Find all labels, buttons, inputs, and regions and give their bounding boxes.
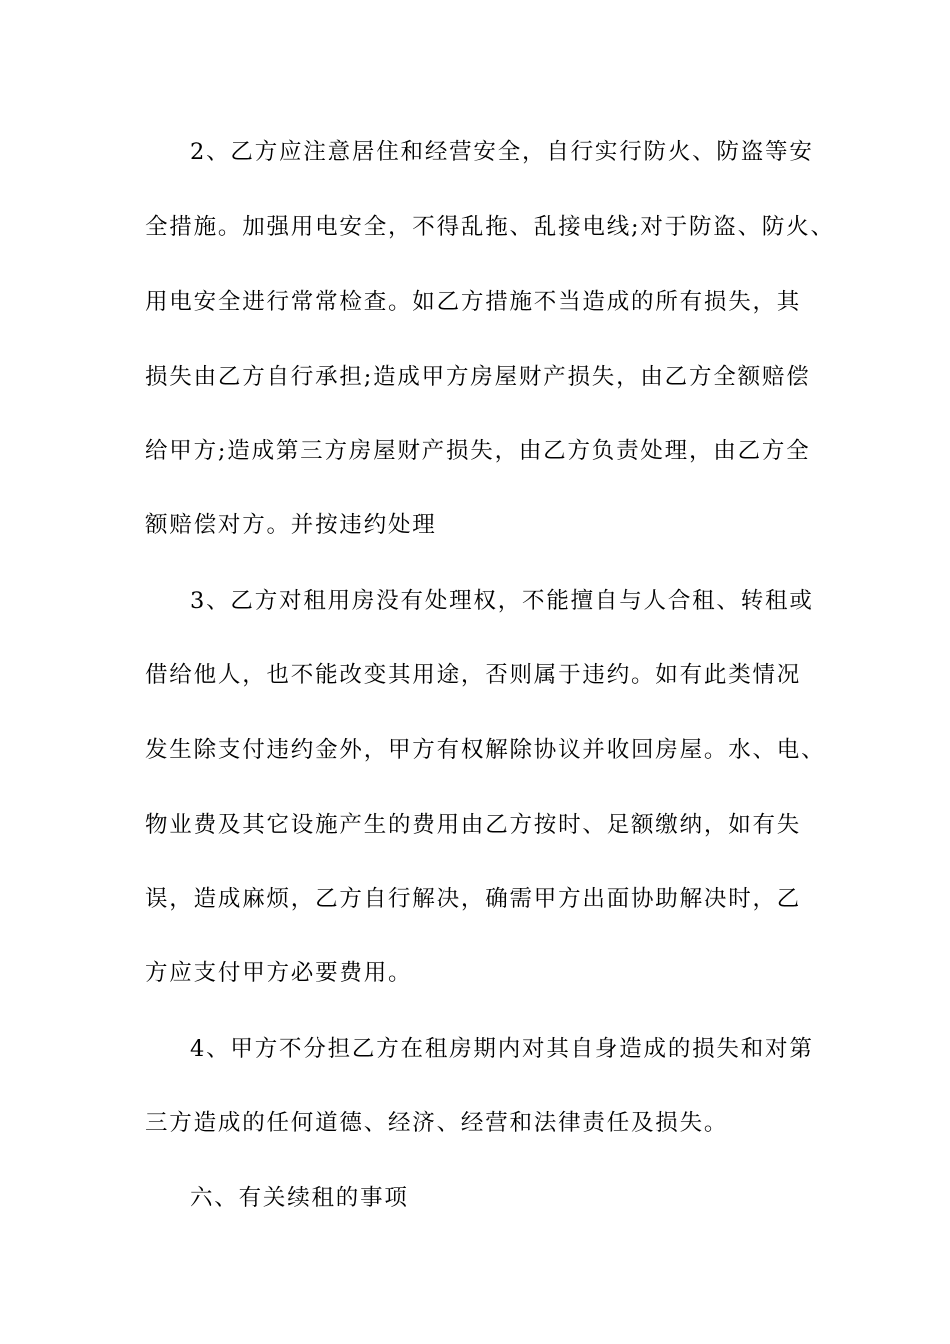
paragraph-line: 物业费及其它设施产生的费用由乙方按时、足额缴纳，如有失 xyxy=(145,812,802,838)
paragraph-line: 方应支付甲方必要费用。 xyxy=(145,960,413,986)
paragraph-line: 给甲方;造成第三方房屋财产损失，由乙方负责处理，由乙方全 xyxy=(145,438,811,464)
paragraph-line: 借给他人，也不能改变其用途，否则属于违约。如有此类情况 xyxy=(145,662,802,688)
section-6-heading: 六、有关续租的事项 xyxy=(190,1185,409,1211)
paragraph-line: 2、乙方应注意居住和经营安全，自行实行防火、防盗等安 xyxy=(190,139,814,165)
paragraph-line: 损失由乙方自行承担;造成甲方房屋财产损失，由乙方全额赔偿 xyxy=(145,364,811,390)
paragraph-line: 三方造成的任何道德、经济、经营和法律责任及损失。 xyxy=(145,1110,729,1136)
paragraph-line: 用电安全进行常常检查。如乙方措施不当造成的所有损失，其 xyxy=(145,289,802,315)
paragraph-line: 发生除支付违约金外，甲方有权解除协议并收回房屋。水、电、 xyxy=(145,737,826,763)
paragraph-line: 3、乙方对租用房没有处理权，不能擅自与人合租、转租或 xyxy=(190,588,814,614)
paragraph-line: 全措施。加强用电安全，不得乱拖、乱接电线;对于防盗、防火、 xyxy=(145,214,835,240)
paragraph-line: 4、甲方不分担乙方在租房期内对其自身造成的损失和对第 xyxy=(190,1036,814,1062)
paragraph-line: 额赔偿对方。并按违约处理 xyxy=(145,512,437,538)
paragraph-line: 误，造成麻烦，乙方自行解决，确需甲方出面协助解决时，乙 xyxy=(145,886,802,912)
